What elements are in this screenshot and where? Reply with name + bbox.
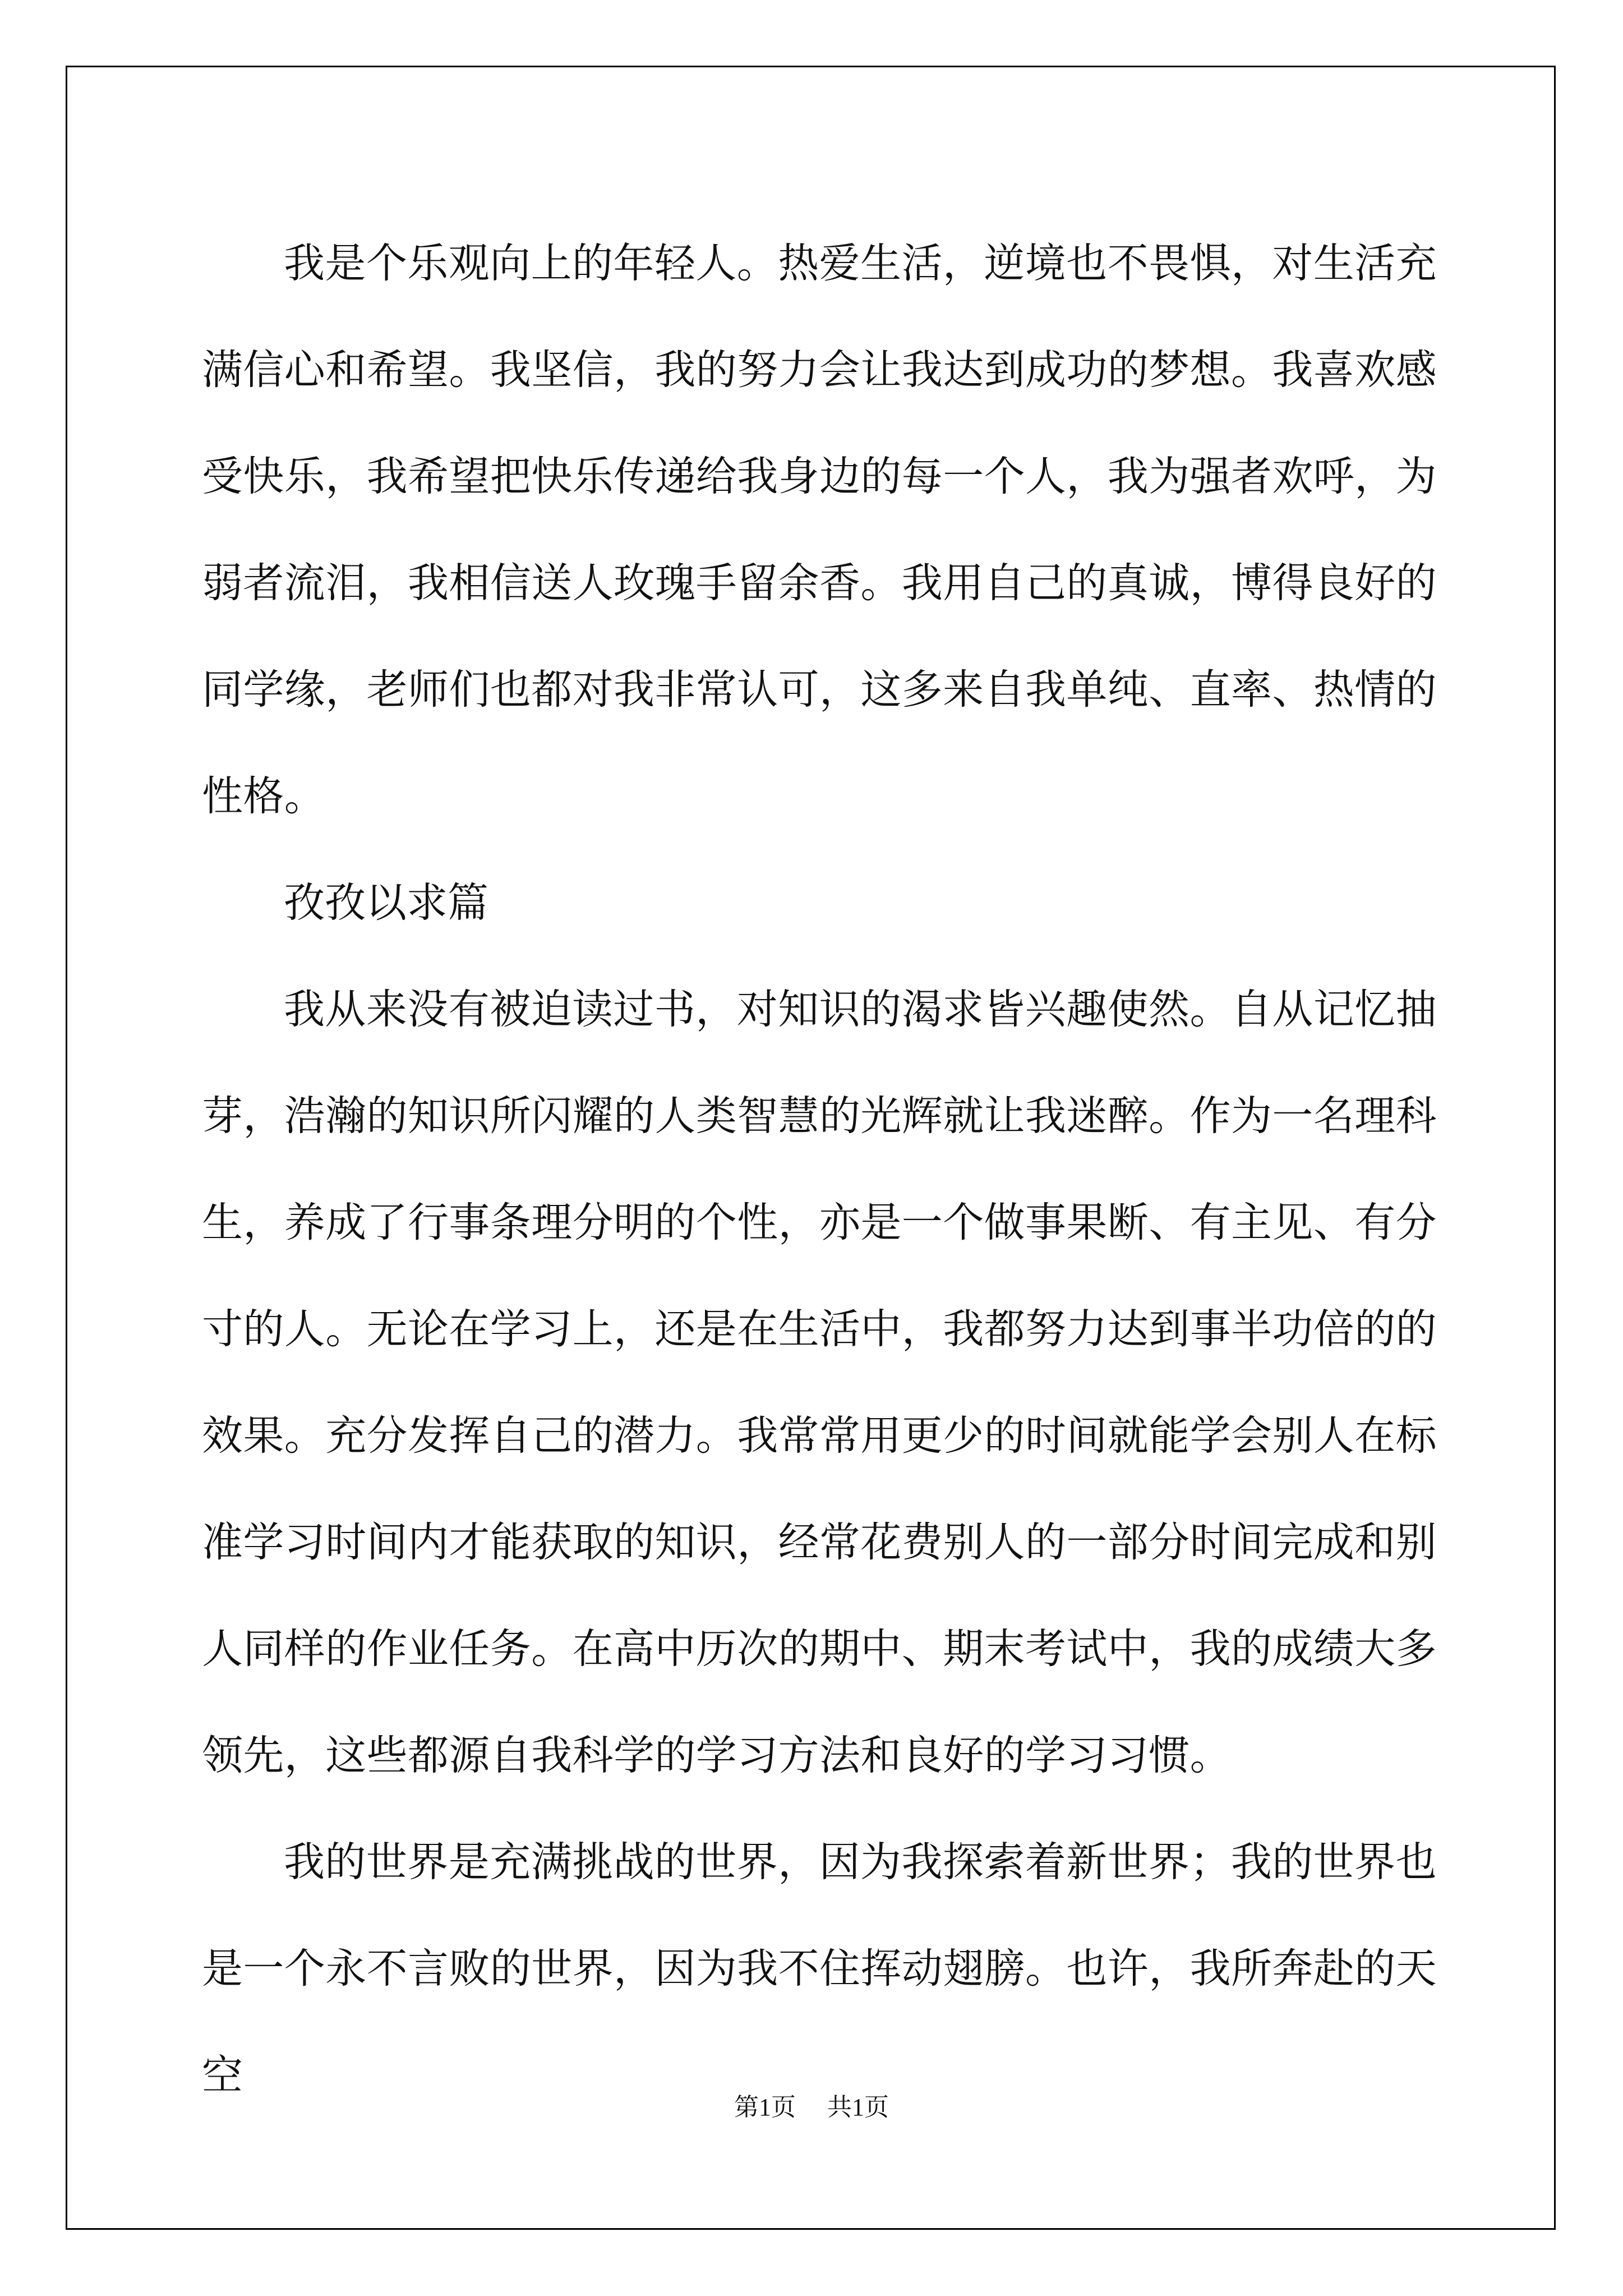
paragraph-study: 我从来没有被迫读过书，对知识的渴求皆兴趣使然。自从记忆抽芽，浩瀚的知识所闪耀的人类智慧的光辉就让我迷醉。作为一名理科生，养成了行事条理分明的个性，亦是一个做事果断、有主见、有分寸的人。无论在学习上，还是在生活中，我都努力达到事半功倍的的效果。充分发挥自己的潜力。我常常用更少的时间就能学会别人在标准学习时间内才能获取的知识，经常花费别人的一部分时间完成和别人同样的作业任务。在高中历次的期中、期末考试中，我的成绩大多领先，这些都源自我科学的学习方法和良好的学习习惯。 bbox=[202, 986, 1437, 1779]
page-number-current: 第1页 bbox=[734, 2093, 796, 2121]
document-body bbox=[202, 210, 1437, 2129]
page-footer bbox=[0, 2087, 1623, 2123]
section-heading: 孜孜以求篇 bbox=[284, 879, 488, 927]
paragraph-self-intro: 我是个乐观向上的年轻人。热爱生活，逆境也不畏惧，对生活充满信心和希望。我坚信，我的努力会让我达到成功的梦想。我喜欢感受快乐，我希望把快乐传递给我身边的每一个人，我为强者欢呼，为弱者流泪，我相信送人玫瑰手留余香。我用自己的真诚，博得良好的同学缘，老师们也都对我非常认可，这多来自我单纯、直率、热情的性格。 bbox=[202, 240, 1437, 820]
page-number-total: 共1页 bbox=[827, 2093, 889, 2121]
paragraph-world: 我的世界是充满挑战的世界，因为我探索着新世界；我的世界也是一个永不言败的世界，因为我不住挥动翅膀。也许，我所奔赴的天空 bbox=[202, 1838, 1437, 2099]
